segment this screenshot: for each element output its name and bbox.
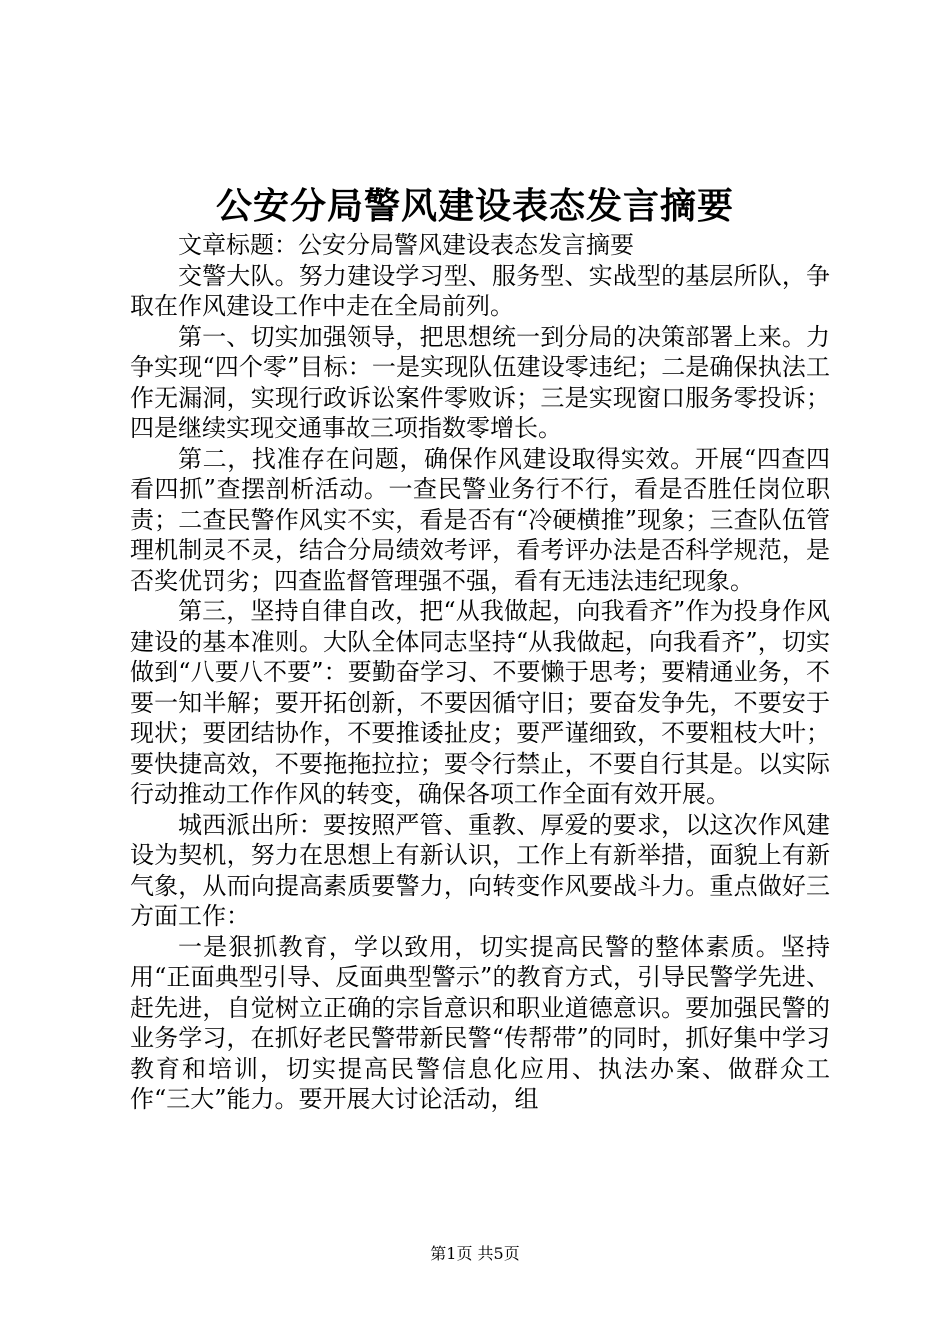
- paragraph-article-title: 文章标题：公安分局警风建设表态发言摘要: [178, 231, 634, 259]
- paragraph-first-point: 第一、切实加强领导，把思想统一到分局的决策部署上来。力争实现“四个零”目标：一是实现队伍建设零违纪；二是确保执法工作无漏洞，实现行政诉讼案件零败诉；三是实现窗口服务零投诉；四是继续实现交通事故三项指数零增长。: [130, 322, 830, 442]
- paragraph-traffic-brigade: 交警大队。努力建设学习型、服务型、实战型的基层所队，争取在作风建设工作中走在全局前列。: [130, 261, 830, 320]
- paragraph-chengxi-station: 城西派出所：要按照严管、重教、厚爱的要求，以这次作风建设为契机，努力在思想上有新认识，工作上有新举措，面貌上有新气象，从而向提高素质要警力，向转变作风要战斗力。重点做好三方面工作：: [130, 810, 830, 930]
- paragraph-third-point: 第三，坚持自律自改，把“从我做起，向我看齐”作为投身作风建设的基本准则。大队全体同志坚持“从我做起，向我看齐”，切实做到“八要八不要”：要勤奋学习、不要懒于思考；要精通业务，不要一知半解；要开拓创新，不要因循守旧；要奋发争先，不要安于现状；要团结协作，不要推诿扯皮；要严谨细致，不要粗枝大叶；要快捷高效，不要拖拖拉拉；要令行禁止，不要自行其是。以实际行动推动工作作风的转变，确保各项工作全面有效开展。: [130, 597, 830, 808]
- document-title: 公安分局警风建设表态发言摘要: [215, 185, 734, 227]
- paragraph-education: 一是狠抓教育，学以致用，切实提高民警的整体素质。坚持用“正面典型引导、反面典型警示”的教育方式，引导民警学先进、赶先进，自觉树立正确的宗旨意识和职业道德意识。要加强民警的业务学习，在抓好老民警带新民警“传帮带”的同时，抓好集中学习教育和培训，切实提高民警信息化应用、执法办案、做群众工作“三大”能力。要开展大讨论活动，组: [130, 932, 830, 1113]
- document-body: [130, 230, 830, 1115]
- page-number: 第1页 共5页: [430, 1244, 520, 1263]
- paragraph-second-point: 第二，找准存在问题，确保作风建设取得实效。开展“四查四看四抓”查摆剖析活动。一查民警业务行不行，看是否胜任岗位职责；二查民警作风实不实，看是否有“冷硬横推”现象；三查队伍管理机制灵不灵，结合分局绩效考评，看考评办法是否科学规范，是否奖优罚劣；四查监督管理强不强，看有无违法违纪现象。: [130, 444, 830, 595]
